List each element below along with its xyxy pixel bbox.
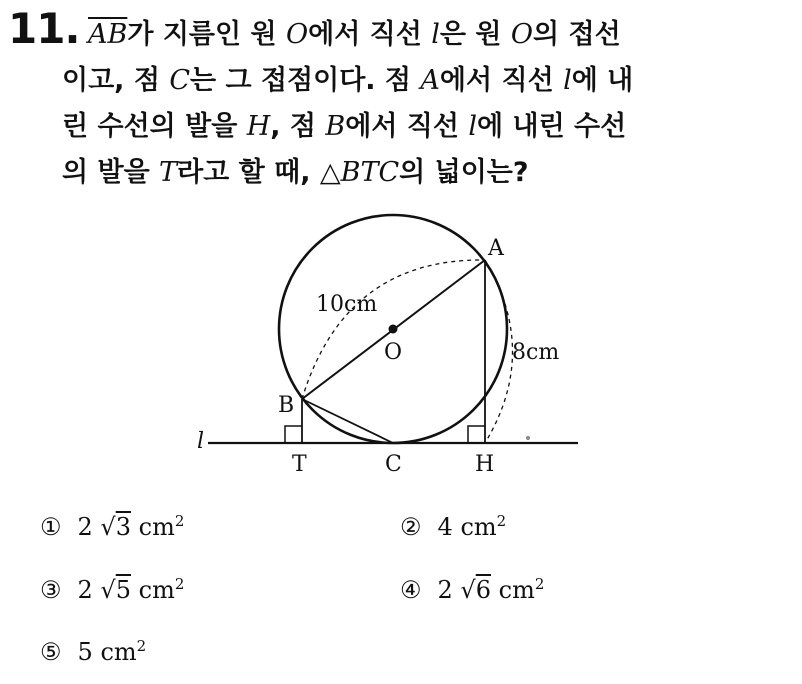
math-symbol: H xyxy=(246,111,271,142)
math-symbol: BTC xyxy=(340,157,400,188)
question-text: 에서 직선 xyxy=(439,65,564,96)
center-point-o xyxy=(389,325,398,334)
label-b: B xyxy=(278,393,295,418)
question-text: 의 발을 xyxy=(62,157,160,188)
segment-bc xyxy=(302,399,393,443)
question-text: 가 지름인 원 xyxy=(127,19,286,50)
option-3[interactable]: ③ 2 √5 $cm^2$ xyxy=(40,575,185,604)
question-text: 에서 직선 xyxy=(345,111,469,142)
label-t: T xyxy=(292,452,307,477)
math-symbol: C xyxy=(169,65,190,96)
label-o: O xyxy=(384,340,403,365)
math-symbol: A xyxy=(420,65,440,96)
question-text: 에서 직선 xyxy=(308,19,432,50)
label-l: l xyxy=(197,429,205,454)
question-text: 의 넓이는? xyxy=(399,157,529,188)
option-2[interactable]: ② 4 $cm^2$ xyxy=(400,512,507,541)
label-a: A xyxy=(488,236,504,261)
question-text: 는 그 접점이다. 점 xyxy=(189,65,421,96)
question-text: 은 원 xyxy=(439,19,511,50)
label-length-ah: 8cm xyxy=(512,340,560,365)
math-symbol: l xyxy=(468,111,478,142)
math-symbol: $\overline{AB}$ xyxy=(88,19,128,50)
math-symbol: O xyxy=(510,19,533,50)
question-text: 에 내 xyxy=(571,65,634,96)
right-angle-h xyxy=(468,426,485,443)
question-number: 11. xyxy=(8,4,80,53)
question-text: 에 내린 수선 xyxy=(477,111,627,142)
option-4[interactable]: ④ 2 √6 $cm^2$ xyxy=(400,575,545,604)
option-1[interactable]: ① 2 √3 $cm^2$ xyxy=(40,512,185,541)
mark-dot xyxy=(526,436,530,440)
math-symbol: T xyxy=(159,157,178,188)
question-text: 린 수선의 발을 xyxy=(62,111,247,142)
label-length-ab: 10cm xyxy=(316,292,378,317)
question-text: 의 접선 xyxy=(533,19,621,50)
question-text: 이고, 점 xyxy=(62,65,170,96)
math-symbol: l xyxy=(563,65,572,96)
math-symbol: O xyxy=(285,19,309,50)
question-text: 라고 할 때, △ xyxy=(177,157,341,188)
math-symbol: l xyxy=(431,19,440,50)
right-angle-t xyxy=(285,426,302,443)
question-text: , 점 xyxy=(270,111,326,142)
option-5[interactable]: ⑤ 5 $cm^2$ xyxy=(40,637,147,666)
label-c: C xyxy=(385,452,402,477)
label-h: H xyxy=(475,452,495,477)
math-symbol: B xyxy=(325,111,346,142)
